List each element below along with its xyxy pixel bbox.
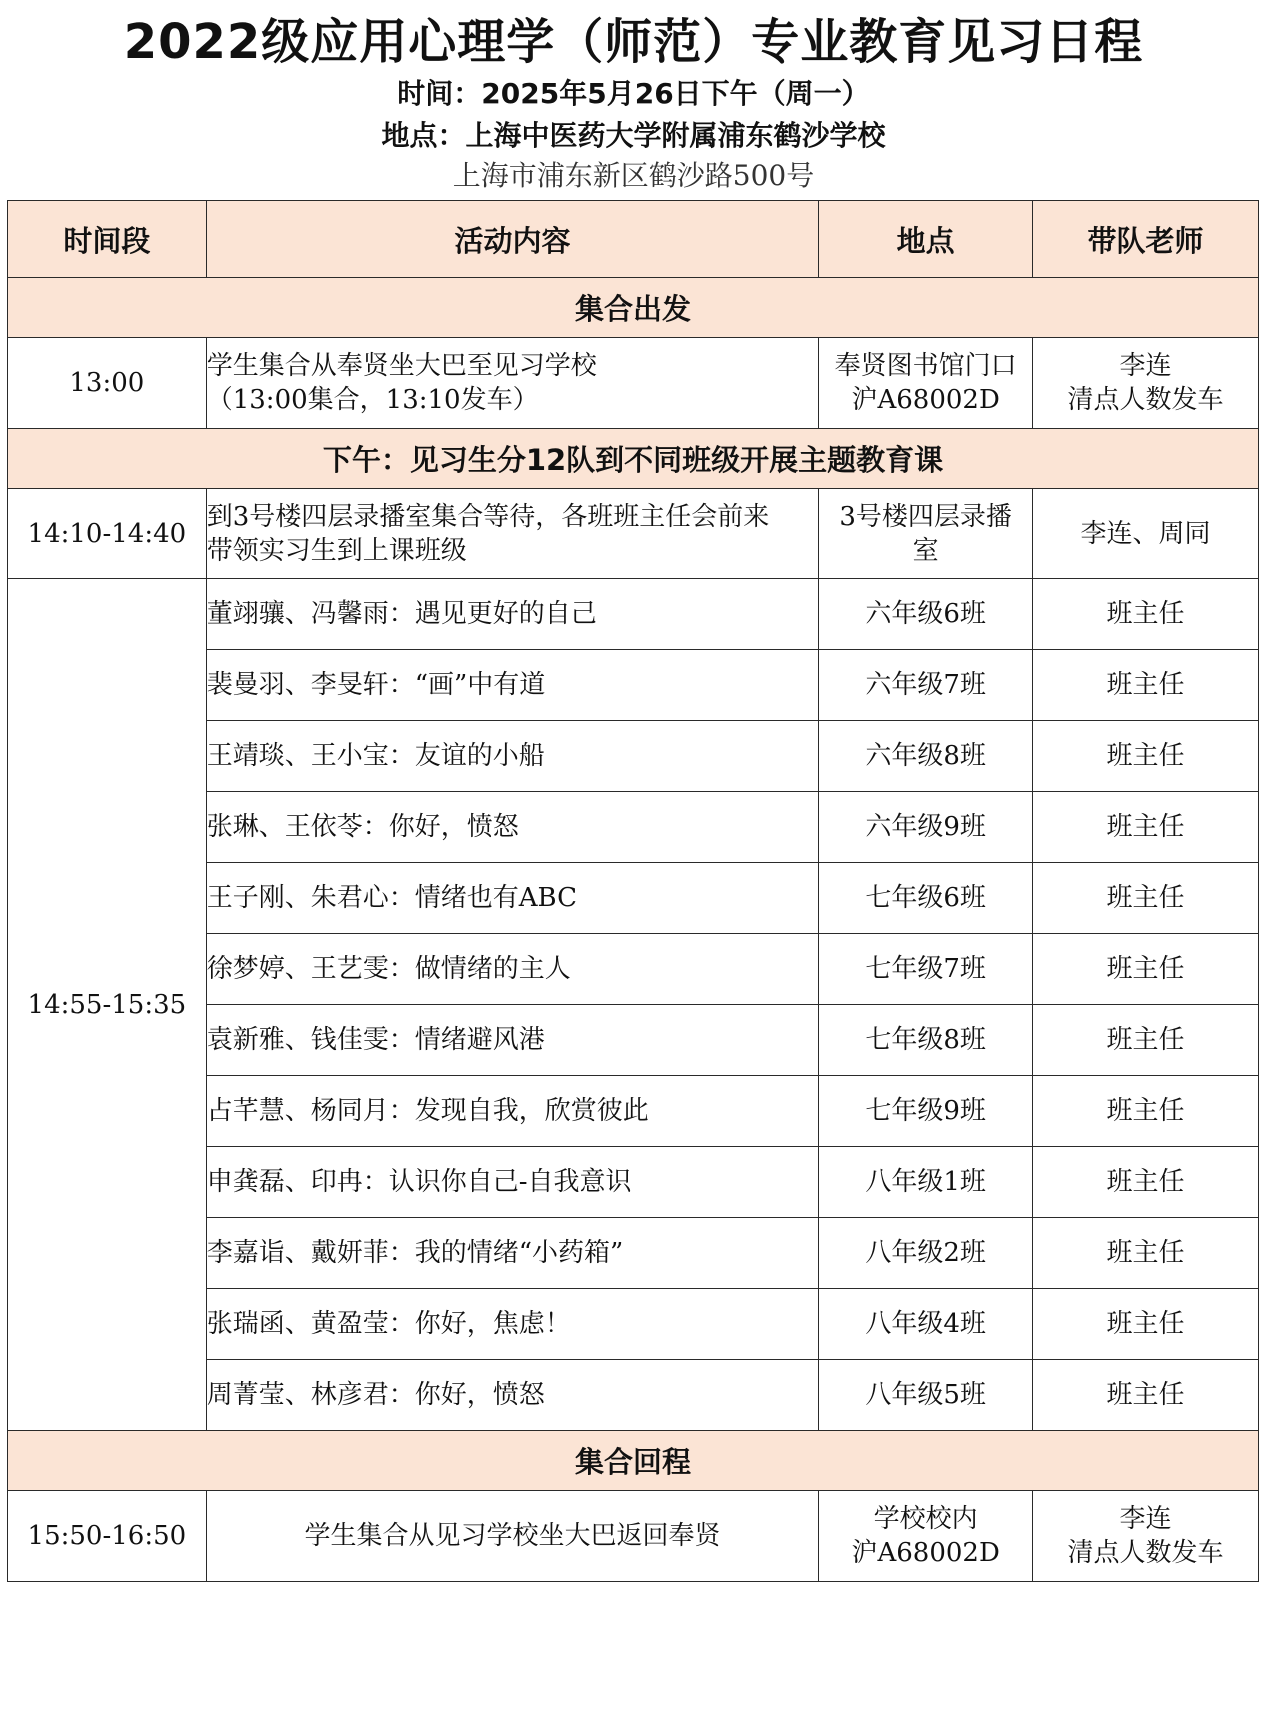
cell-teacher: 班主任: [1033, 792, 1259, 863]
cell-activity: 徐梦婷、王艺雯：做情绪的主人: [206, 934, 818, 1005]
cell-activity: 周菁莹、林彦君：你好，愤怒: [206, 1360, 818, 1431]
cell-teacher: 班主任: [1033, 863, 1259, 934]
cell-place: 八年级5班: [819, 1360, 1033, 1431]
section-row-afternoon: [8, 429, 1259, 489]
cell-place: 六年级8班: [819, 721, 1033, 792]
column-header-activity: 活动内容: [206, 201, 818, 278]
cell-teacher: 班主任: [1033, 1289, 1259, 1360]
event-time: 时间：2025年5月26日下午（周一）: [397, 77, 870, 110]
cell-teacher: 班主任: [1033, 650, 1259, 721]
cell-place: [819, 489, 1033, 579]
section-row-return: [8, 1431, 1259, 1491]
cell-class-time: 14:55-15:35: [8, 579, 207, 1431]
column-header-time: 时间段: [8, 201, 207, 278]
cell-place: 七年级9班: [819, 1076, 1033, 1147]
cell-activity: 申龚磊、印冉：认识你自己-自我意识: [206, 1147, 818, 1218]
cell-time: 13:00: [8, 338, 207, 429]
cell-teacher: 班主任: [1033, 721, 1259, 792]
cell-place-line: 3号楼四层录播: [839, 501, 1012, 532]
cell-teacher-line: 李连: [1119, 1504, 1172, 1534]
cell-teacher: 班主任: [1033, 1005, 1259, 1076]
section-title-return: 集合回程: [8, 1431, 1259, 1491]
cell-place: 六年级7班: [819, 650, 1033, 721]
cell-place: 七年级6班: [819, 863, 1033, 934]
section-title-depart: 集合出发: [8, 278, 1259, 338]
column-header-teacher: 带队老师: [1033, 201, 1259, 278]
cell-activity: 占芊慧、杨同月：发现自我，欣赏彼此: [206, 1076, 818, 1147]
cell-teacher: 班主任: [1033, 1076, 1259, 1147]
cell-place: 八年级1班: [819, 1147, 1033, 1218]
column-header-place: 地点: [819, 201, 1033, 278]
cell-activity: 王靖琰、王小宝：友谊的小船: [206, 721, 818, 792]
cell-teacher: [1033, 1491, 1259, 1582]
cell-teacher: 班主任: [1033, 1147, 1259, 1218]
cell-teacher: 班主任: [1033, 1218, 1259, 1289]
cell-place: 六年级6班: [819, 579, 1033, 650]
cell-teacher: 班主任: [1033, 934, 1259, 1005]
cell-place-line: 沪A68002D: [851, 385, 1000, 415]
cell-time: 14:10-14:40: [8, 489, 207, 579]
cell-activity-line: （13:00集合，13:10发车）: [206, 385, 539, 415]
cell-place-line: 沪A68002D: [851, 1538, 1000, 1568]
cell-activity-line: 到3号楼四层录播室集合等待，各班班主任会前来: [206, 501, 770, 532]
cell-place: 八年级2班: [819, 1218, 1033, 1289]
cell-activity-line: 学生集合从奉贤坐大巴至见习学校: [206, 351, 597, 381]
cell-place-line: 室: [912, 535, 939, 566]
cell-teacher: 班主任: [1033, 579, 1259, 650]
event-address: 上海市浦东新区鹤沙路500号: [452, 159, 815, 192]
cell-activity: 裴曼羽、李旻轩：“画”中有道: [206, 650, 818, 721]
cell-activity: 学生集合从见习学校坐大巴返回奉贤: [206, 1491, 818, 1582]
table-row-depart: [8, 338, 1259, 429]
table-row: [8, 579, 1259, 650]
page-title: 2022级应用心理学（师范）专业教育见习日程: [123, 14, 1144, 70]
table-row-gather: [8, 489, 1259, 579]
cell-activity-line: 带领实习生到上课班级: [206, 535, 467, 566]
cell-activity: [206, 489, 818, 579]
cell-activity: 张琳、王依苓：你好，愤怒: [206, 792, 818, 863]
cell-place: 七年级8班: [819, 1005, 1033, 1076]
section-title-afternoon: 下午：见习生分12队到不同班级开展主题教育课: [8, 429, 1259, 489]
cell-teacher: 李连、周同: [1033, 489, 1259, 579]
cell-teacher-line: 清点人数发车: [1067, 1538, 1224, 1568]
event-place: 地点：上海中医药大学附属浦东鹤沙学校: [381, 119, 886, 152]
cell-place: 八年级4班: [819, 1289, 1033, 1360]
cell-teacher: [1033, 338, 1259, 429]
cell-place: 七年级7班: [819, 934, 1033, 1005]
cell-activity: 袁新雅、钱佳雯：情绪避风港: [206, 1005, 818, 1076]
cell-place-line: 奉贤图书馆门口: [834, 351, 1017, 381]
cell-activity: 张瑞函、黄盈莹：你好，焦虑！: [206, 1289, 818, 1360]
cell-activity: 董翊骧、冯馨雨：遇见更好的自己: [206, 579, 818, 650]
schedule-table: [7, 200, 1259, 1582]
cell-place: 六年级9班: [819, 792, 1033, 863]
cell-place: [819, 338, 1033, 429]
cell-activity: 王子刚、朱君心：情绪也有ABC: [206, 863, 818, 934]
section-row-depart: [8, 278, 1259, 338]
table-header-row: [8, 201, 1259, 278]
cell-teacher-line: 清点人数发车: [1067, 385, 1224, 415]
cell-activity: [206, 338, 818, 429]
cell-time: 15:50-16:50: [8, 1491, 207, 1582]
cell-place: [819, 1491, 1033, 1582]
cell-activity: 李嘉诣、戴妍菲：我的情绪“小药箱”: [206, 1218, 818, 1289]
table-row-return: [8, 1491, 1259, 1582]
cell-place-line: 学校校内: [873, 1504, 978, 1534]
cell-teacher-line: 李连: [1119, 351, 1172, 381]
cell-teacher: 班主任: [1033, 1360, 1259, 1431]
